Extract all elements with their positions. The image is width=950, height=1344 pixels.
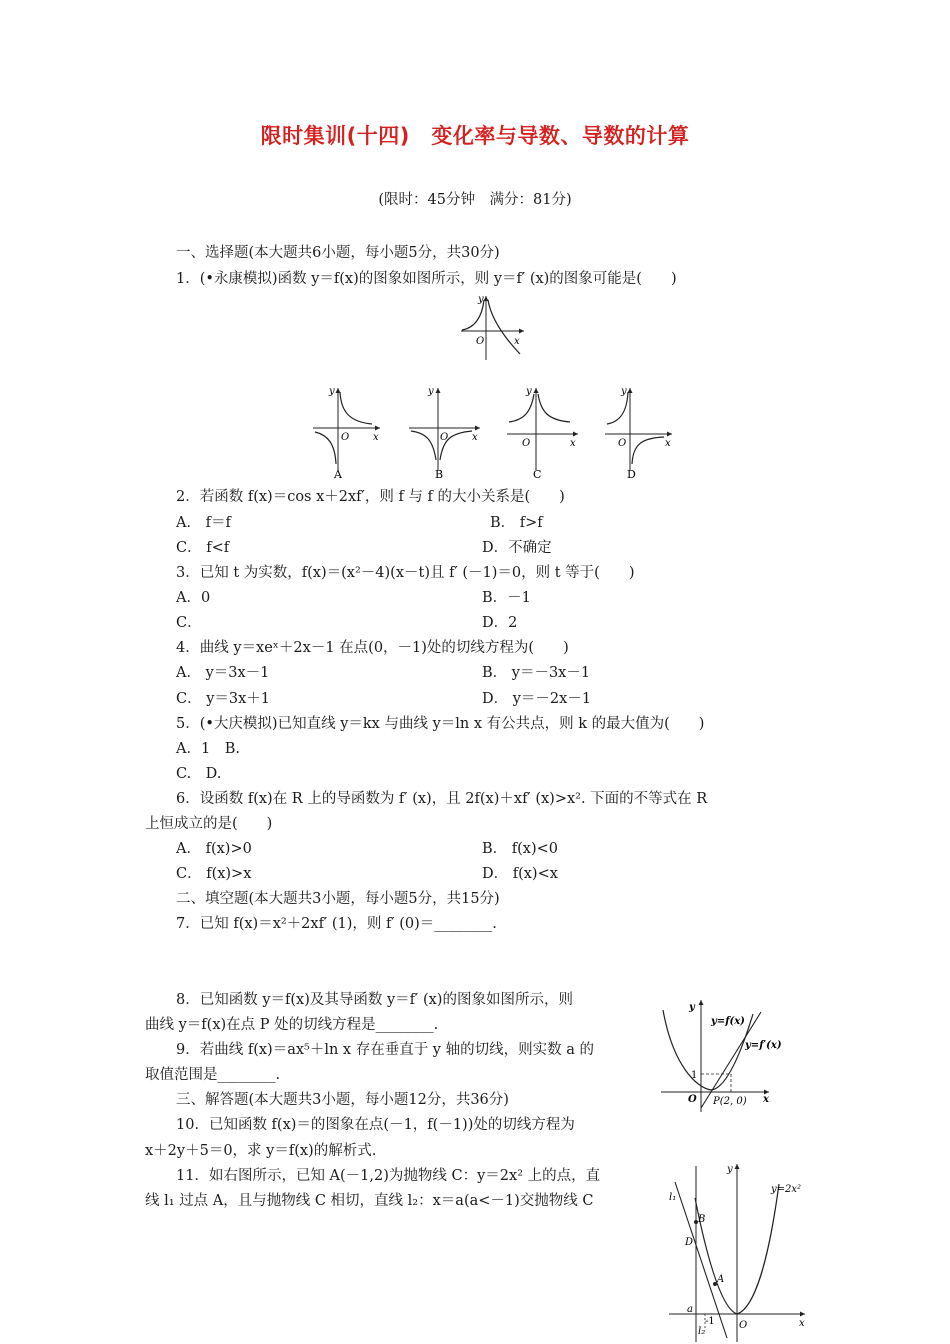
svg-text:x: x xyxy=(570,438,576,449)
question-10-line-1: 10．已知函数 f(x)＝的图象在点(－1，f(－1))处的切线方程为 xyxy=(176,1117,575,1133)
label-l2: l₂ xyxy=(698,1326,706,1337)
svg-text:y: y xyxy=(621,386,627,397)
q2-option-d: D．不确定 xyxy=(482,540,552,556)
q6-option-c: C． f(x)>x xyxy=(176,866,252,882)
q11-graph xyxy=(665,1158,810,1344)
choice-c-graph xyxy=(507,386,578,481)
page-title: 限时集训(十四) 变化率与导数、导数的计算 xyxy=(260,124,690,148)
svg-text:a: a xyxy=(687,1304,693,1315)
point-d: D xyxy=(685,1237,694,1248)
question-6-line-2: 上恒成立的是( ) xyxy=(145,816,273,832)
point-b: B xyxy=(698,1214,706,1225)
label-fpx: y=f′(x) xyxy=(745,1040,782,1051)
svg-text:y: y xyxy=(329,386,335,397)
q5-options-ab: A．1 B. xyxy=(176,741,240,757)
choice-c-label: C xyxy=(533,468,542,481)
label-fx: y=f(x) xyxy=(711,1016,745,1027)
question-2: 2．若函数 f(x)＝cos x＋2xf′，则 f 与 f 的大小关系是( ) xyxy=(176,489,565,505)
svg-text:x: x xyxy=(373,432,379,443)
q6-option-a: A． f(x)>0 xyxy=(176,841,252,857)
q1-choice-graphs xyxy=(310,382,675,480)
question-3: 3．已知 t 为实数，f(x)＝(x²－4)(x－t)且 f′ (－1)＝0，则 t 等于( ) xyxy=(176,565,635,581)
q6-option-d: D． f(x)<x xyxy=(482,866,558,882)
q4-option-c: C． y＝3x＋1 xyxy=(176,691,271,707)
q2-option-a: A． f＝f xyxy=(176,515,231,531)
question-8-line-1: 8．已知函数 y＝f(x)及其导函数 y＝f′ (x)的图象如图所示，则 xyxy=(176,992,573,1008)
svg-text:O: O xyxy=(618,438,627,449)
svg-text:x: x xyxy=(472,432,478,443)
svg-text:O: O xyxy=(739,1320,748,1331)
question-6-line-1: 6．设函数 f(x)在 R 上的导函数为 f′ (x)，且 2f(x)＋xf′ (x)>x². 下面的不等式在 R xyxy=(176,791,708,807)
q3-option-b: B．－1 xyxy=(482,590,531,606)
question-5: 5．(•大庆模拟)已知直线 y＝kx 与曲线 y＝ln x 有公共点，则 k 的最大值为( ) xyxy=(176,716,705,732)
q3-option-d: D．2 xyxy=(482,615,518,631)
question-9-line-2: 取值范围是________. xyxy=(145,1067,281,1083)
axis-y-label: y xyxy=(478,294,484,305)
point-a: A xyxy=(717,1274,725,1285)
choice-b-graph xyxy=(409,386,480,481)
question-11-line-1: 11．如右图所示，已知 A(－1,2)为抛物线 C：y＝2x² 上的点，直 xyxy=(176,1168,601,1184)
svg-text:y: y xyxy=(526,386,532,397)
svg-text:O: O xyxy=(522,438,531,449)
q4-option-a: A． y＝3x－1 xyxy=(176,665,270,681)
label-p: P(2, 0) xyxy=(713,1096,747,1107)
svg-text:x: x xyxy=(763,1094,769,1105)
svg-text:-1: -1 xyxy=(705,1316,715,1327)
svg-text:1: 1 xyxy=(691,1070,698,1081)
svg-text:y: y xyxy=(727,1164,733,1175)
svg-text:O: O xyxy=(341,432,350,443)
exam-info: (限时：45分钟 满分：81分) xyxy=(378,192,572,208)
question-1: 1．(•永康模拟)函数 y＝f(x)的图象如图所示，则 y＝f′ (x)的图象可能是( ) xyxy=(176,271,677,287)
question-10-line-2: x＋2y＋5＝0，求 y＝f(x)的解析式. xyxy=(145,1143,377,1159)
label-l1: l₁ xyxy=(669,1192,677,1203)
origin-label: O xyxy=(476,336,485,347)
svg-text:O: O xyxy=(688,1094,697,1105)
svg-text:x: x xyxy=(799,1318,805,1329)
q4-option-d: D． y＝－2x－1 xyxy=(482,691,592,707)
section-choice-heading: 一、选择题(本大题共6小题，每小题5分，共30分) xyxy=(176,245,500,261)
q2-option-b: B． f>f xyxy=(490,515,543,531)
section-answer-heading: 三、解答题(本大题共3小题，每小题12分，共36分) xyxy=(176,1092,509,1108)
choice-a-graph xyxy=(313,386,380,481)
section-fill-heading: 二、填空题(本大题共3小题，每小题5分，共15分) xyxy=(176,891,500,907)
q2-option-c: C． f<f xyxy=(176,540,230,556)
axis-x-label: x xyxy=(514,336,520,347)
q4-option-b: B． y＝－3x－1 xyxy=(482,665,591,681)
q3-option-a: A．0 xyxy=(176,590,211,606)
q3-option-c: C． xyxy=(176,615,202,631)
question-8-line-2: 曲线 y＝f(x)在点 P 处的切线方程是________. xyxy=(145,1017,439,1033)
svg-text:x: x xyxy=(665,438,671,449)
q6-option-b: B． f(x)<0 xyxy=(482,841,558,857)
choice-a-label: A xyxy=(334,468,342,481)
question-11-line-2: 线 l₁ 过点 A，且与抛物线 C 相切，直线 l₂：x＝a(a<－1)交抛物线 C xyxy=(145,1193,594,1209)
q5-options-cd: C. D. xyxy=(176,766,222,782)
choice-d-label: D xyxy=(627,468,636,481)
q1-main-graph xyxy=(458,290,528,362)
svg-text:y: y xyxy=(428,386,434,397)
choice-d-graph xyxy=(605,386,672,481)
question-7: 7．已知 f(x)＝x²＋2xf′ (1)，则 f′ (0)＝________. xyxy=(176,916,497,932)
question-9-line-1: 9．若曲线 f(x)＝ax⁵＋ln x 存在垂直于 y 轴的切线，则实数 a 的 xyxy=(176,1042,594,1058)
svg-text:y: y xyxy=(689,1002,695,1013)
q8-graph xyxy=(657,996,782,1116)
label-parabola: y=2x² xyxy=(771,1184,802,1195)
svg-text:O: O xyxy=(440,432,449,443)
question-4: 4．曲线 y＝xeˣ＋2x－1 在点(0，－1)处的切线方程为( ) xyxy=(176,640,569,656)
choice-b-label: B xyxy=(435,468,444,481)
